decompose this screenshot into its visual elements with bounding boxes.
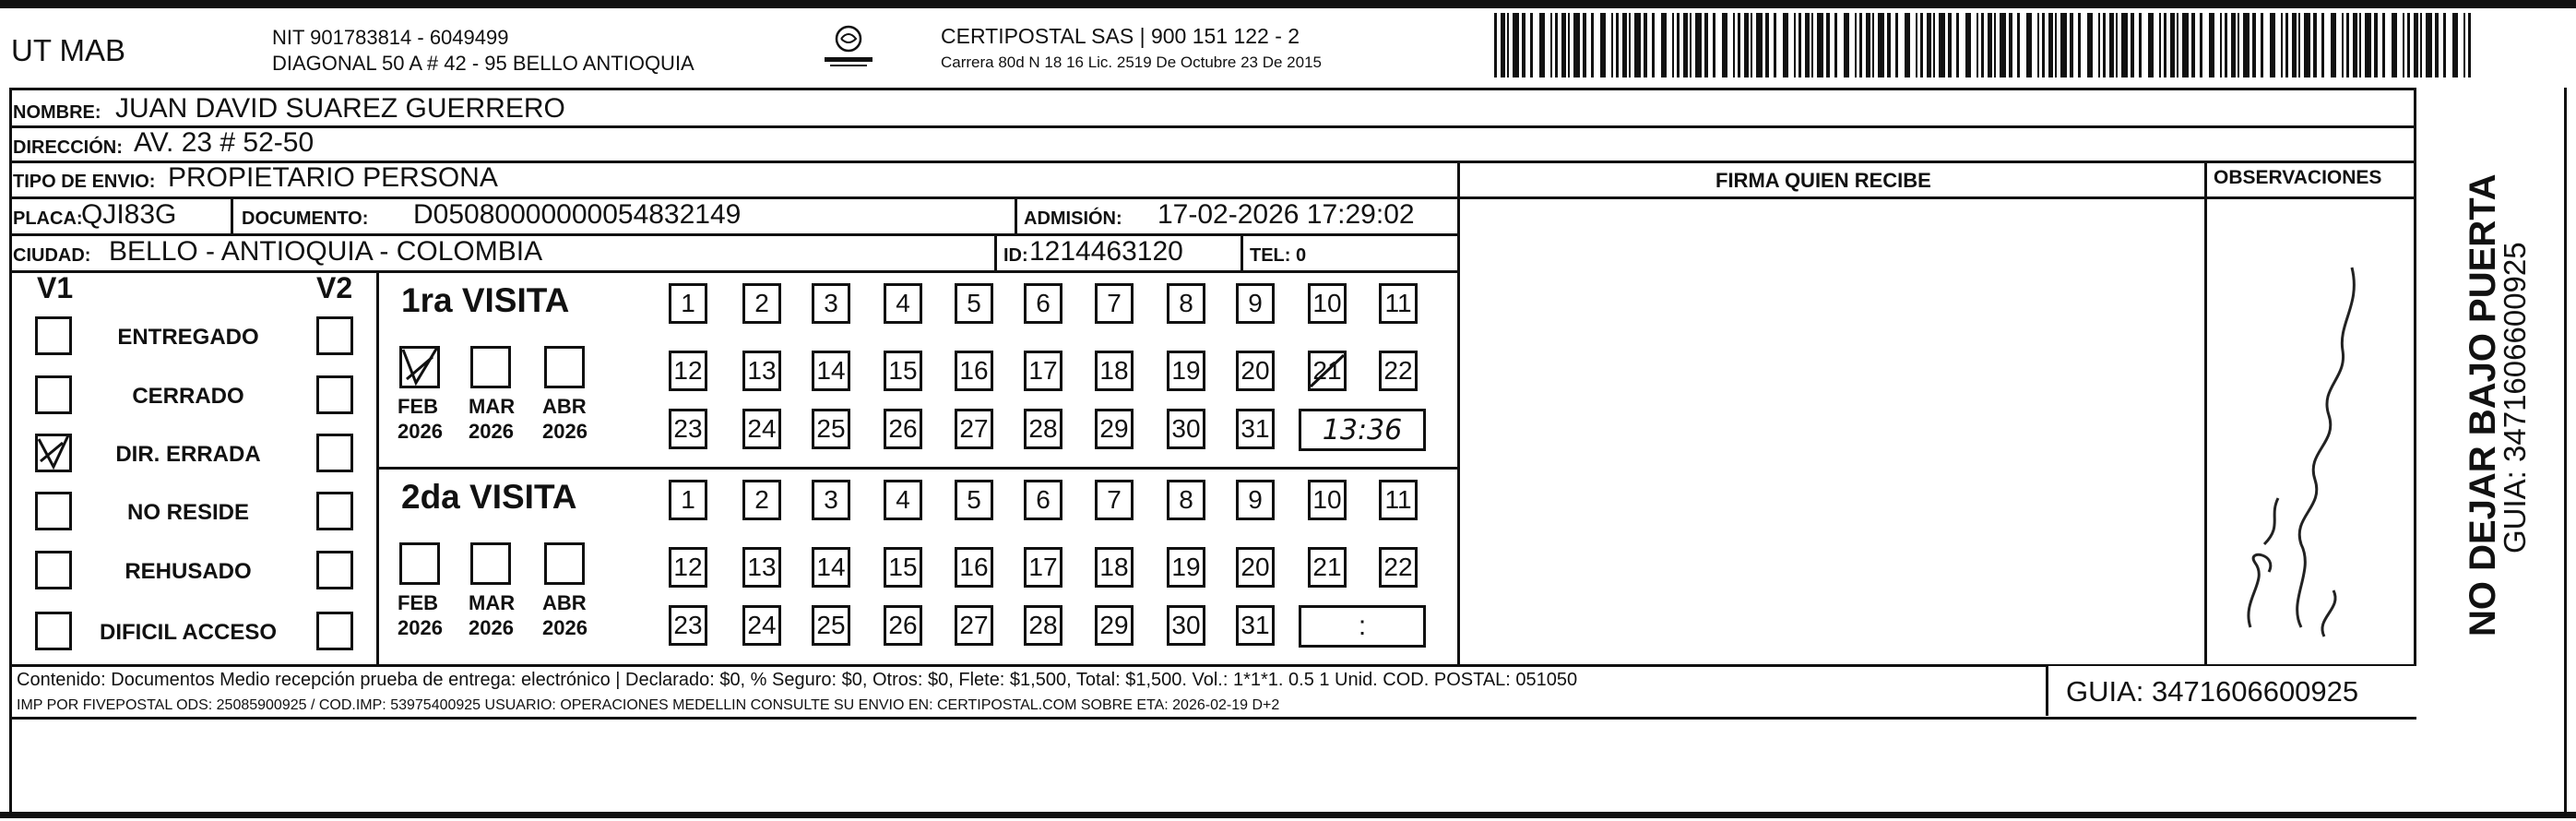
status-option-label: DIFICIL ACCESO — [99, 620, 277, 645]
day-number: 6 — [1036, 289, 1051, 317]
carrier-license: Carrera 80d N 18 16 Lic. 2519 De Octubre 23 De 2015 — [941, 54, 1322, 71]
v2-checkbox[interactable] — [316, 316, 353, 355]
v2-checkbox[interactable] — [316, 612, 353, 650]
day-number: 20 — [1241, 356, 1270, 385]
day-number: 7 — [1107, 289, 1122, 317]
day-number: 22 — [1383, 553, 1413, 581]
day-box[interactable] — [1379, 547, 1418, 588]
day-number: 14 — [816, 356, 846, 385]
year-label: 2026 — [542, 420, 588, 443]
tel-label: TEL: — [1250, 245, 1291, 266]
day-box[interactable] — [742, 351, 781, 391]
id-label: ID: — [1003, 245, 1028, 266]
day-box[interactable] — [742, 480, 781, 520]
time-value: 13:36 — [1322, 413, 1403, 446]
day-box[interactable] — [1236, 283, 1275, 324]
no-dejar-notice: NO DEJAR BAJO PUERTA — [2463, 173, 2503, 637]
month-checkbox[interactable] — [470, 346, 511, 388]
time-box[interactable] — [1299, 409, 1426, 451]
day-box[interactable] — [742, 547, 781, 588]
day-box[interactable] — [1236, 547, 1275, 588]
day-number: 27 — [959, 611, 989, 639]
month-checkbox[interactable] — [399, 542, 440, 585]
day-number: 23 — [673, 611, 703, 639]
day-box[interactable] — [742, 605, 781, 646]
year-label: 2026 — [542, 616, 588, 639]
day-box[interactable] — [1095, 283, 1134, 324]
day-number: 8 — [1179, 289, 1193, 317]
day-box[interactable] — [1024, 351, 1062, 391]
month-checkbox[interactable] — [544, 542, 585, 585]
day-box[interactable] — [1236, 480, 1275, 520]
day-box[interactable] — [669, 605, 707, 646]
day-number: 19 — [1171, 553, 1201, 581]
footer-guia: GUIA: 3471606600925 — [2066, 675, 2359, 708]
row-line — [9, 270, 1457, 273]
day-box[interactable] — [1308, 351, 1347, 391]
observation-handwriting — [2214, 249, 2412, 646]
day-box[interactable] — [742, 409, 781, 449]
tel: 0 — [1296, 245, 1307, 266]
day-number: 12 — [673, 356, 703, 385]
send-type-label: TIPO DE ENVIO: — [13, 172, 156, 192]
bottom-border — [0, 812, 2576, 818]
day-number: 29 — [1099, 414, 1129, 443]
day-box[interactable] — [884, 547, 922, 588]
day-number: 14 — [816, 553, 846, 581]
col-line — [231, 196, 233, 233]
recipient-id: 1214463120 — [1029, 236, 1183, 267]
day-box[interactable] — [812, 605, 850, 646]
day-box[interactable] — [1167, 351, 1205, 391]
day-box[interactable] — [955, 605, 993, 646]
visit-title: 2da VISITA — [401, 478, 577, 516]
company-name: UT MAB — [11, 33, 126, 67]
signature-left-line — [1457, 161, 1460, 664]
day-box[interactable] — [1095, 605, 1134, 646]
day-number: 15 — [888, 356, 918, 385]
day-number: 21 — [1312, 553, 1342, 581]
day-number: 18 — [1099, 553, 1129, 581]
day-number: 10 — [1312, 485, 1342, 514]
recipient-address: AV. 23 # 52-50 — [134, 127, 315, 158]
visit-title: 1ra VISITA — [401, 281, 570, 319]
day-box[interactable] — [1167, 547, 1205, 588]
day-box[interactable] — [884, 605, 922, 646]
month-checkbox[interactable] — [470, 542, 511, 585]
day-box[interactable] — [812, 547, 850, 588]
day-number: 3 — [824, 289, 838, 317]
month-label: MAR — [469, 591, 516, 614]
month-label: ABR — [542, 395, 587, 418]
visit-divider — [376, 467, 1457, 470]
recipient-name: JUAN DAVID SUAREZ GUERRERO — [115, 93, 565, 124]
year-label: 2026 — [469, 616, 514, 639]
year-label: 2026 — [469, 420, 514, 443]
day-box[interactable] — [1236, 351, 1275, 391]
month-label: FEB — [398, 395, 438, 418]
observations-header: OBSERVACIONES — [2214, 167, 2382, 188]
day-number: 2 — [754, 289, 769, 317]
top-border — [0, 0, 2576, 8]
day-box[interactable] — [1308, 283, 1347, 324]
day-number: 1 — [681, 485, 695, 514]
admission: 17-02-2026 17:29:02 — [1157, 199, 1415, 230]
day-box[interactable] — [884, 480, 922, 520]
day-number: 13 — [747, 553, 777, 581]
day-number: 26 — [888, 414, 918, 443]
day-number: 10 — [1312, 289, 1342, 317]
city: BELLO - ANTIOQUIA - COLOMBIA — [109, 236, 543, 267]
admission-label: ADMISIÓN: — [1024, 208, 1122, 229]
day-box[interactable] — [1095, 547, 1134, 588]
v2-checkbox[interactable] — [316, 492, 353, 530]
day-box[interactable] — [1095, 409, 1134, 449]
col-line — [1241, 233, 1243, 270]
plate-label: PLACA: — [13, 208, 83, 229]
day-number: 18 — [1099, 356, 1129, 385]
day-box[interactable] — [669, 409, 707, 449]
document: D05080000000054832149 — [413, 199, 742, 230]
day-number: 24 — [747, 611, 777, 639]
day-number: 5 — [967, 485, 981, 514]
day-number: 25 — [816, 414, 846, 443]
carrier-name: CERTIPOSTAL SAS | 900 151 122 - 2 — [941, 24, 1300, 48]
day-number: 5 — [967, 289, 981, 317]
time-value: : — [1358, 611, 1367, 641]
day-number: 2 — [754, 485, 769, 514]
day-number: 13 — [747, 356, 777, 385]
day-box[interactable] — [1024, 283, 1062, 324]
address-label: DIRECCIÓN: — [13, 137, 123, 158]
month-label: MAR — [469, 395, 516, 418]
v2-checkbox[interactable] — [316, 375, 353, 414]
day-box[interactable] — [1379, 480, 1418, 520]
company-address: DIAGONAL 50 A # 42 - 95 BELLO ANTIOQUIA — [272, 52, 694, 75]
day-number: 23 — [673, 414, 703, 443]
day-number: 26 — [888, 611, 918, 639]
day-number: 25 — [816, 611, 846, 639]
day-number: 31 — [1241, 414, 1270, 443]
day-number: 20 — [1241, 553, 1270, 581]
day-number: 3 — [824, 485, 838, 514]
day-number: 6 — [1036, 485, 1051, 514]
day-box[interactable] — [1024, 480, 1062, 520]
row-line — [9, 125, 2416, 128]
footer-imp: IMP POR FIVEPOSTAL ODS: 25085900925 / COD.IMP: 53975400925 USUARIO: OPERACIONES MEDELLIN CONSULTE SU ENVIO EN: CERTIPOSTAL.COM SOBRE ETA: 2026-02-19 D+2 — [17, 697, 1280, 713]
col-line — [994, 233, 997, 270]
day-box[interactable] — [1308, 547, 1347, 588]
company-nit: NIT 901783814 - 6049499 — [272, 26, 509, 49]
right-border — [2564, 88, 2567, 812]
day-box[interactable] — [955, 409, 993, 449]
status-option-label: CERRADO — [132, 384, 244, 409]
day-box[interactable] — [1308, 480, 1347, 520]
day-box[interactable] — [669, 351, 707, 391]
observations-left-line — [2204, 161, 2207, 664]
v2-checkbox[interactable] — [316, 434, 353, 472]
day-box[interactable] — [669, 283, 707, 324]
day-box[interactable] — [1095, 480, 1134, 520]
day-box[interactable] — [812, 409, 850, 449]
day-number: 19 — [1171, 356, 1201, 385]
day-box[interactable] — [955, 480, 993, 520]
day-number: 9 — [1248, 485, 1263, 514]
day-number: 16 — [959, 356, 989, 385]
day-box[interactable] — [1024, 605, 1062, 646]
v2-checkbox[interactable] — [316, 551, 353, 589]
footer-bottom-line — [9, 717, 2416, 720]
day-box[interactable] — [812, 480, 850, 520]
side-guia: GUIA: 3471606600925 — [2498, 242, 2532, 553]
day-number: 29 — [1099, 611, 1129, 639]
day-number: 30 — [1171, 414, 1201, 443]
day-box[interactable] — [955, 351, 993, 391]
day-number: 4 — [896, 485, 910, 514]
day-box[interactable] — [1167, 605, 1205, 646]
barcode — [1494, 13, 2476, 77]
day-number: 28 — [1028, 611, 1058, 639]
day-box[interactable] — [955, 547, 993, 588]
month-label: FEB — [398, 591, 438, 614]
status-option-label: DIR. ERRADA — [115, 442, 261, 467]
city-label: CIUDAD: — [13, 245, 91, 266]
day-box[interactable] — [884, 283, 922, 324]
document-label: DOCUMENTO: — [242, 208, 369, 229]
day-number: 9 — [1248, 289, 1263, 317]
day-box[interactable] — [742, 283, 781, 324]
day-box[interactable] — [1167, 409, 1205, 449]
status-option-label: REHUSADO — [125, 559, 252, 584]
day-box[interactable] — [1236, 605, 1275, 646]
month-checkbox[interactable] — [399, 346, 440, 388]
day-number: 16 — [959, 553, 989, 581]
day-number: 22 — [1383, 356, 1413, 385]
day-box[interactable] — [1024, 409, 1062, 449]
day-number: 11 — [1384, 289, 1412, 317]
month-checkbox[interactable] — [544, 346, 585, 388]
day-box[interactable] — [1236, 409, 1275, 449]
day-number: 30 — [1171, 611, 1201, 639]
day-box[interactable] — [669, 547, 707, 588]
day-number: 28 — [1028, 414, 1058, 443]
day-box[interactable] — [1167, 283, 1205, 324]
day-box[interactable] — [1379, 283, 1418, 324]
day-box[interactable] — [884, 409, 922, 449]
day-box[interactable] — [812, 283, 850, 324]
day-number: 27 — [959, 414, 989, 443]
plate: QJI83G — [81, 199, 177, 230]
v1-header: V1 — [37, 271, 74, 304]
day-number: 15 — [888, 553, 918, 581]
day-box[interactable] — [1024, 547, 1062, 588]
day-number: 12 — [673, 553, 703, 581]
day-number: 8 — [1179, 485, 1193, 514]
day-box[interactable] — [1095, 351, 1134, 391]
day-number: 21 — [1312, 356, 1342, 385]
day-number: 4 — [896, 289, 910, 317]
day-number: 24 — [747, 414, 777, 443]
signature-header: FIRMA QUIEN RECIBE — [1715, 169, 1931, 192]
day-box[interactable] — [669, 480, 707, 520]
v2-header: V2 — [316, 271, 353, 304]
day-number: 7 — [1107, 485, 1122, 514]
day-number: 11 — [1384, 485, 1412, 514]
month-label: ABR — [542, 591, 587, 614]
row-line — [9, 88, 2416, 90]
day-number: 1 — [681, 289, 695, 317]
day-box[interactable] — [955, 283, 993, 324]
col-line — [1015, 196, 1017, 233]
day-number: 31 — [1241, 611, 1270, 639]
name-label: NOMBRE: — [13, 102, 101, 123]
time-box[interactable] — [1299, 605, 1426, 648]
footer-content: Contenido: Documentos Medio recepción prueba de entrega: electrónico | Declarado: $0, % Seguro: $0, Otros: $0, Flete: $1,500, Total: $1,500. Vol.: 1*1*1. 0.5 1 Unid. COD. POSTAL: 051050 — [17, 670, 1578, 690]
observations-right-line — [2414, 88, 2416, 664]
send-type: PROPIETARIO PERSONA — [168, 162, 498, 193]
day-number: 17 — [1028, 356, 1058, 385]
day-number: 17 — [1028, 553, 1058, 581]
day-box[interactable] — [1379, 351, 1418, 391]
day-box[interactable] — [1167, 480, 1205, 520]
status-option-label: ENTREGADO — [117, 325, 259, 350]
day-box[interactable] — [884, 351, 922, 391]
year-label: 2026 — [398, 616, 443, 639]
day-box[interactable] — [812, 351, 850, 391]
year-label: 2026 — [398, 420, 443, 443]
status-option-label: NO RESIDE — [126, 500, 250, 525]
certipostal-logo — [821, 24, 876, 70]
